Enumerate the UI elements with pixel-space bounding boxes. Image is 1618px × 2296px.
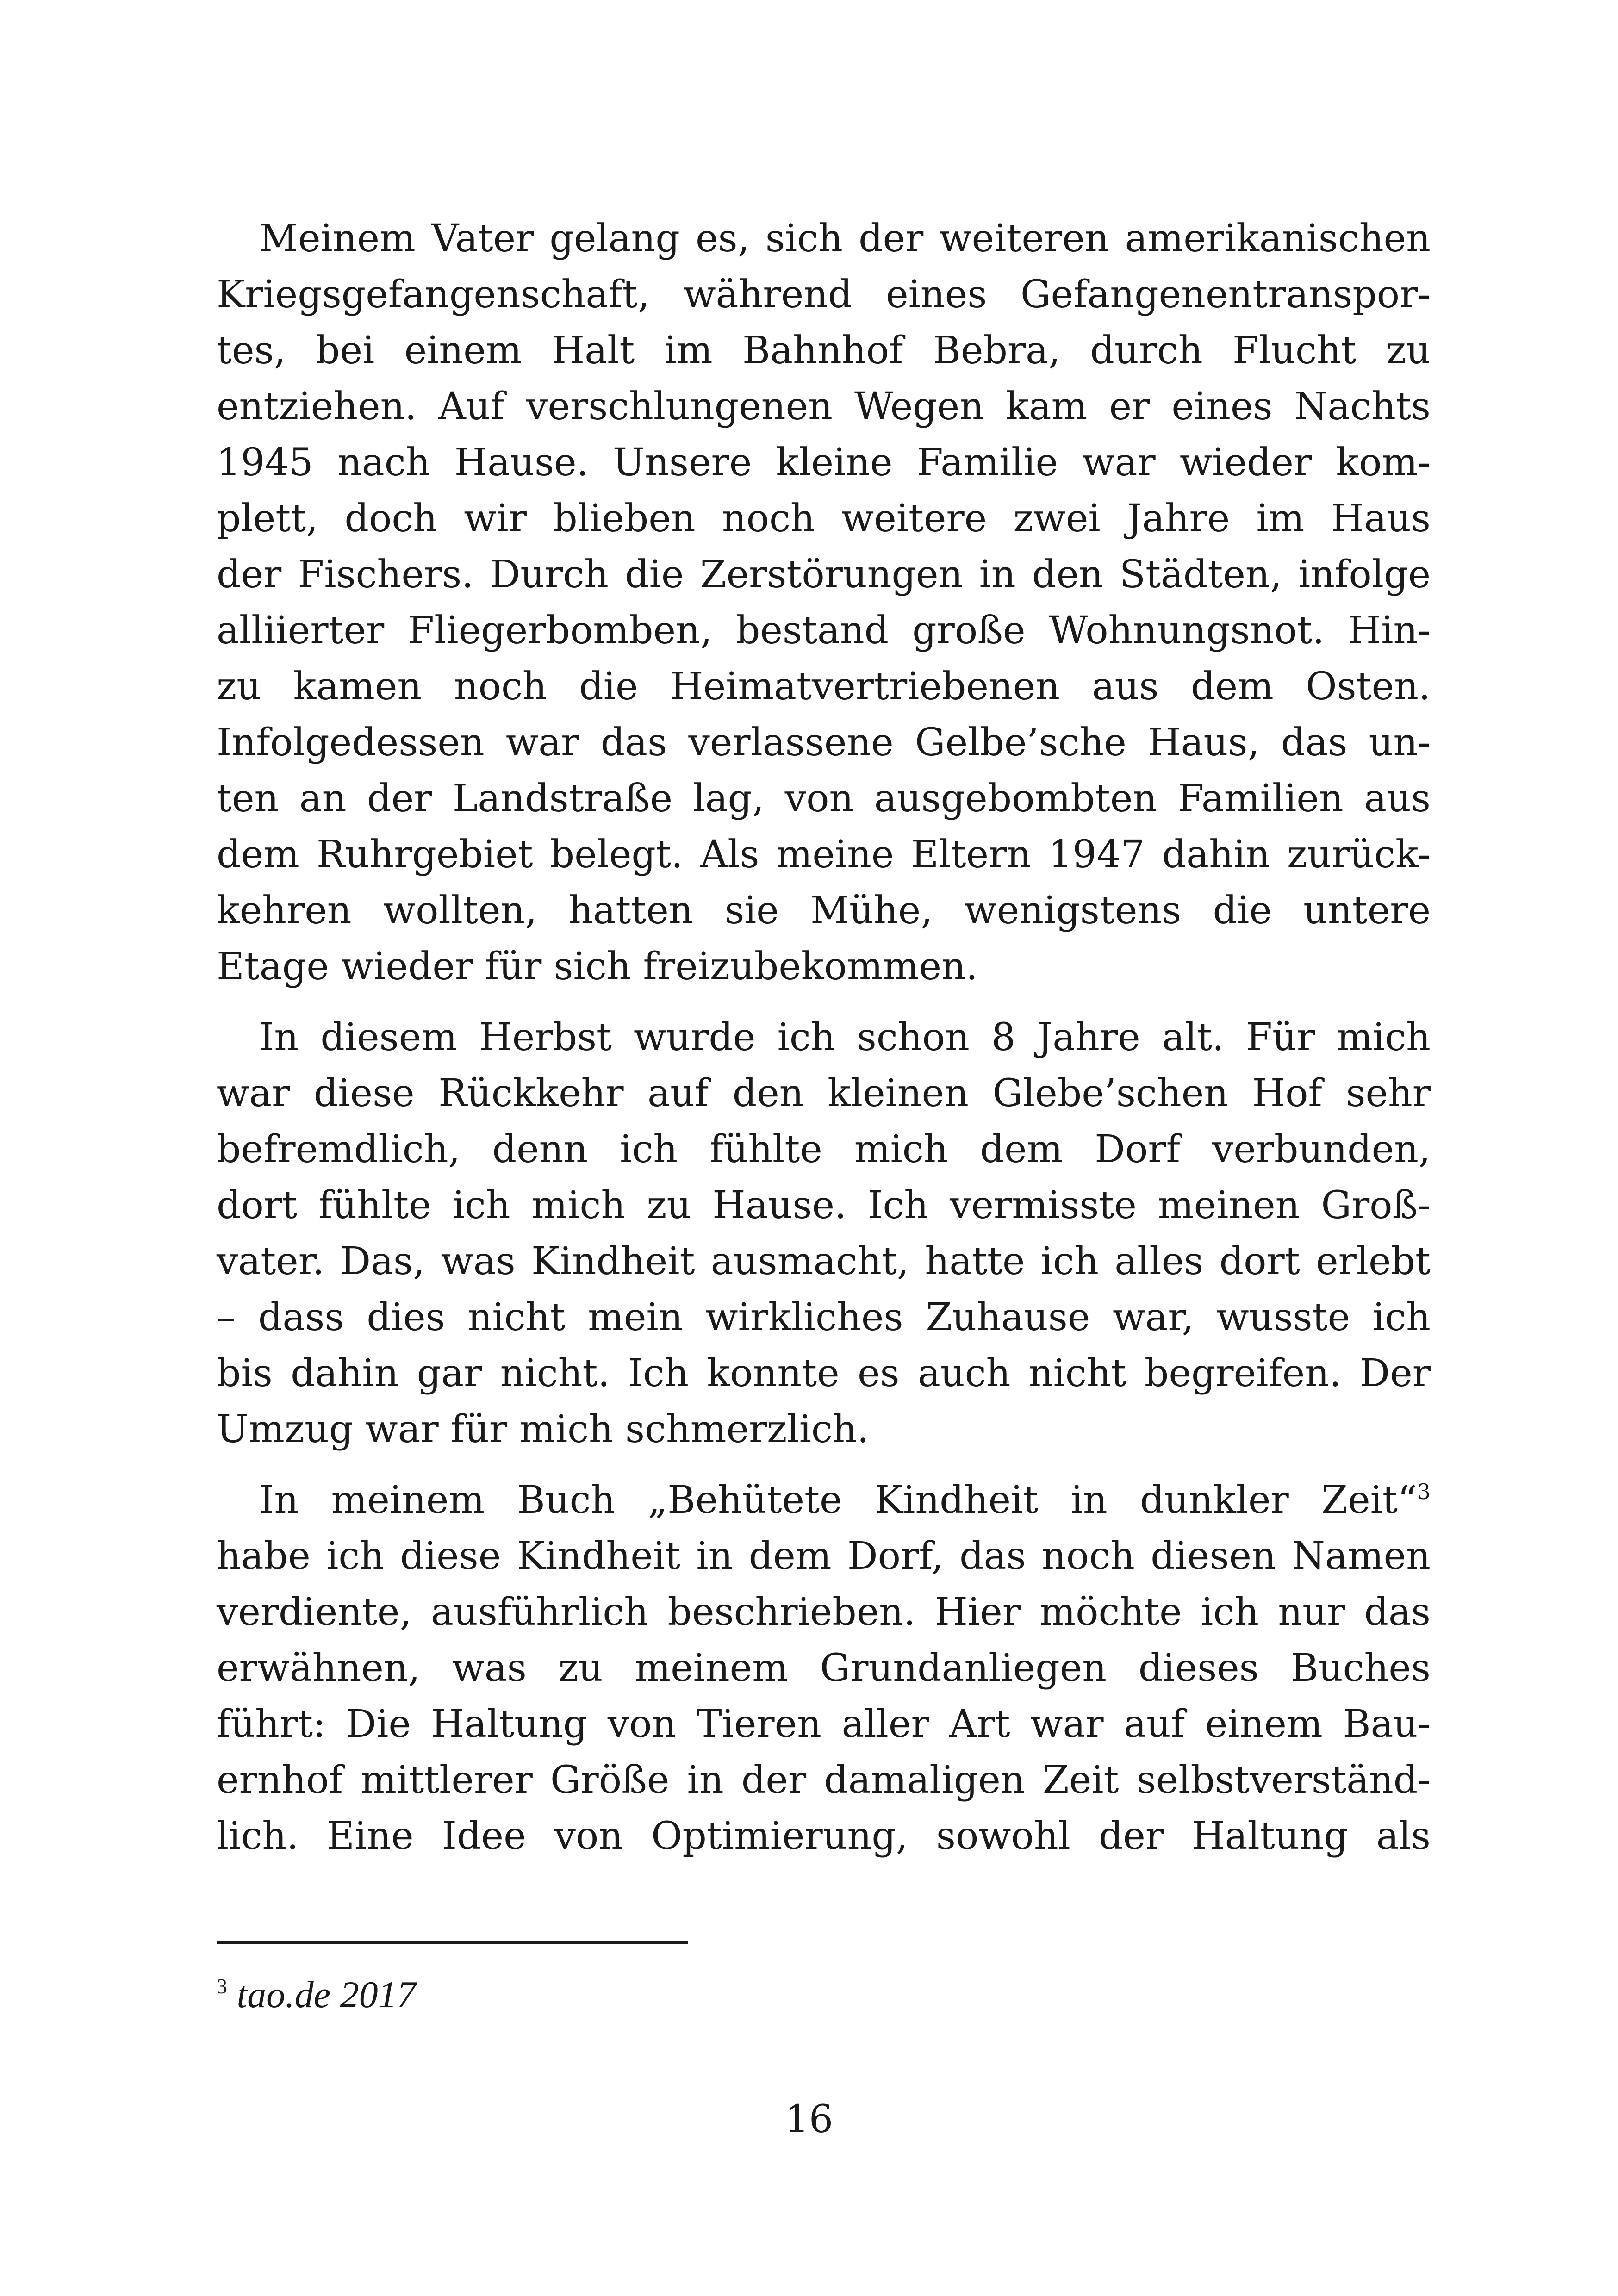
text-line: Infolgedessen war das verlassene Gelbe’sche Haus, das un- [217, 721, 1431, 765]
footnote-number: 3 [217, 1974, 227, 1998]
text-line: 1945 nach Hause. Unsere kleine Familie war wieder kom- [217, 441, 1431, 485]
footnote [217, 1972, 416, 2018]
text-line-with-footnote [217, 1472, 1431, 1528]
text-line: Kriegsgefangenschaft, während eines Gefangenentranspor- [217, 273, 1431, 317]
paragraph-spacer [217, 995, 1431, 1009]
text-line: Etage wieder für sich freizubekommen. [217, 945, 978, 989]
footnote-text: tao.de 2017 [236, 1973, 416, 2016]
text-line: zu kamen noch die Heimatvertriebenen aus dem Osten. [217, 665, 1431, 709]
paragraph-1 [217, 211, 1431, 995]
text-line: ten an der Landstraße lag, von ausgebombten Familien aus [217, 777, 1431, 821]
text-line: In diesem Herbst wurde ich schon 8 Jahre alt. Für mich [259, 1015, 1431, 1059]
text-line: In meinem Buch „Behütete Kindheit in dunkler Zeit“ [259, 1478, 1417, 1522]
text-line: befremdlich, denn ich fühlte mich dem Dorf verbunden, [217, 1127, 1431, 1171]
text-line: verdiente, ausführlich beschrieben. Hier möchte ich nur das [217, 1590, 1431, 1634]
text-line: bis dahin gar nicht. Ich konnte es auch nicht begreifen. Der [217, 1351, 1431, 1395]
text-line: plett, doch wir blieben noch weitere zwei Jahre im Haus [217, 497, 1431, 541]
text-line: der Fischers. Durch die Zerstörungen in den Städten, infolge [217, 553, 1431, 597]
text-line: kehren wollten, hatten sie Mühe, wenigstens die untere [217, 889, 1431, 933]
footnote-reference[interactable]: 3 [1417, 1479, 1431, 1504]
text-line: war diese Rückkehr auf den kleinen Glebe’schen Hof sehr [217, 1071, 1431, 1115]
paragraph-3 [217, 1472, 1431, 1864]
text-line: vater. Das, was Kindheit ausmacht, hatte ich alles dort erlebt [217, 1239, 1431, 1283]
text-line: tes, bei einem Halt im Bahnhof Bebra, durch Flucht zu [217, 329, 1431, 373]
paragraph-2 [217, 1009, 1431, 1457]
text-line: entziehen. Auf verschlungenen Wegen kam er eines Nachts [217, 385, 1431, 429]
paragraph-spacer [217, 1457, 1431, 1472]
body-text [217, 211, 1431, 1864]
footnote-separator-rule [217, 1941, 688, 1944]
text-line: führt: Die Haltung von Tieren aller Art war auf einem Bau- [217, 1702, 1431, 1746]
text-line: Meinem Vater gelang es, sich der weiteren amerikanischen [259, 217, 1431, 261]
text-line: Umzug war für mich schmerzlich. [217, 1407, 869, 1451]
text-line: habe ich diese Kindheit in dem Dorf, das noch diesen Namen [217, 1534, 1431, 1578]
text-line: – dass dies nicht mein wirkliches Zuhause war, wusste ich [217, 1295, 1431, 1339]
text-line: alliierter Fliegerbomben, bestand große Wohnungsnot. Hin- [217, 609, 1431, 653]
text-line: erwähnen, was zu meinem Grundanliegen dieses Buches [217, 1646, 1431, 1690]
page-number: 16 [784, 2097, 834, 2141]
text-line: dort fühlte ich mich zu Hause. Ich vermisste meinen Groß- [217, 1183, 1431, 1227]
text-line: dem Ruhrgebiet belegt. Als meine Eltern 1947 dahin zurück- [217, 833, 1431, 877]
text-line: ernhof mittlerer Größe in der damaligen Zeit selbstverständ- [217, 1758, 1431, 1802]
text-line: lich. Eine Idee von Optimierung, sowohl der Haltung als [217, 1814, 1431, 1858]
